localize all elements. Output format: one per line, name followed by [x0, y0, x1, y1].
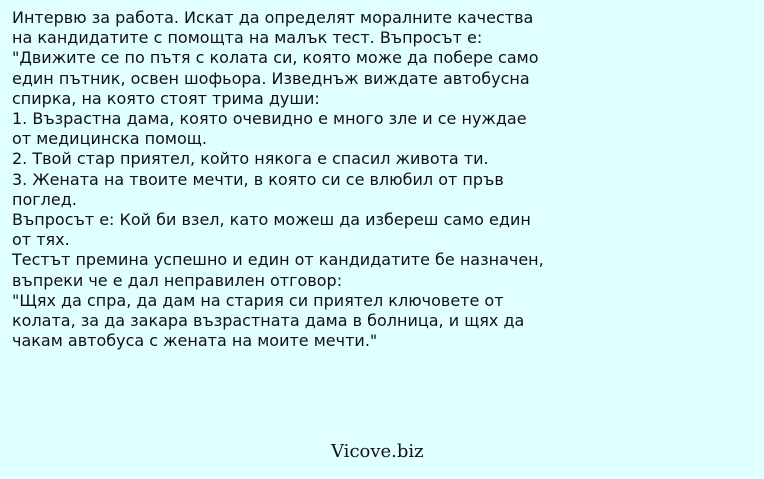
joke-line: Въпросът е: Кой би взел, като можеш да избереш само един [12, 210, 531, 230]
site-watermark: Vicove.biz [331, 441, 424, 462]
joke-line: чакам автобуса с жената на моите мечти." [12, 331, 378, 351]
joke-line: Интервю за работа. Искат да определят моралните качества [12, 8, 534, 27]
joke-line: 2. Твой стар приятел, който някога е спасил живота ти. [12, 149, 489, 169]
joke-line: от тях. [12, 230, 70, 250]
joke-line: поглед. [12, 189, 77, 209]
joke-line: спирка, на която стоят трима души: [12, 88, 320, 108]
joke-line: "Движите се по пътя с колата си, която може да побере само [12, 48, 539, 68]
joke-line: един пътник, освен шофьора. Изведнъж виждате автобусна [12, 68, 530, 88]
joke-line: Тестът премина успешно и един от кандидатите бе назначен, [12, 250, 544, 270]
joke-line: въпреки че е дал неправилен отговор: [12, 270, 343, 290]
joke-line: колата, за да закара възрастната дама в болница, и щях да [12, 311, 525, 331]
joke-line: от медицинска помощ. [12, 129, 207, 149]
joke-line: 3. Жената на твоите мечти, в която си се влюбил от пръв [12, 169, 504, 189]
joke-line: 1. Възрастна дама, която очевидно е много зле и се нуждае [12, 109, 527, 129]
joke-line: на кандидатите с помощта на малък тест. Въпросът е: [12, 28, 483, 48]
joke-line: "Щях да спра, да дам на стария си приятел ключовете от [12, 290, 504, 310]
